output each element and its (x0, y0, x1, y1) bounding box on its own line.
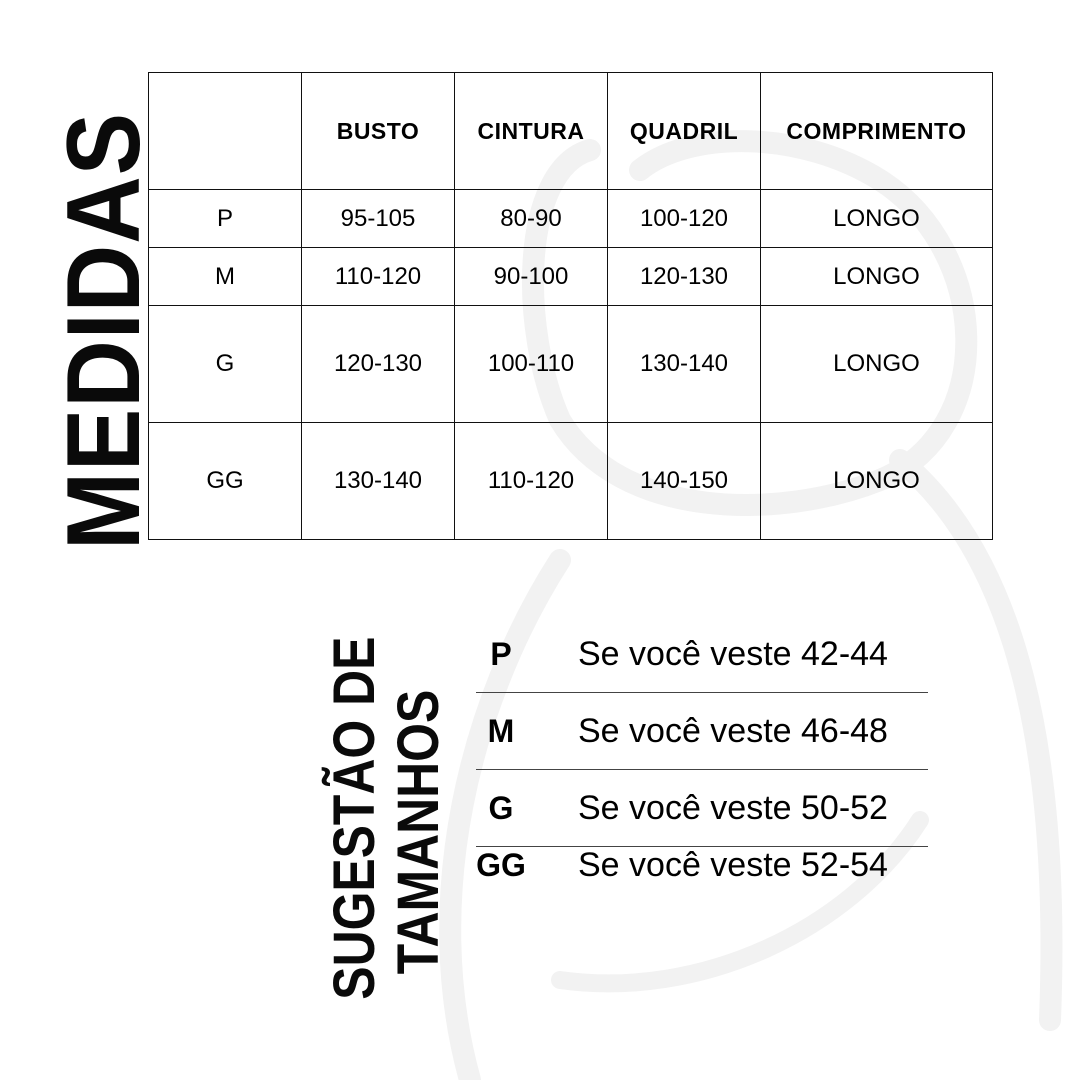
cintura-cell: 110-120 (455, 423, 608, 540)
busto-cell: 110-120 (302, 248, 455, 306)
sugestao-title-line2: TAMANHOS (386, 689, 451, 975)
suggestion-text: Se você veste 42-44 (578, 634, 888, 673)
quadril-cell: 140-150 (608, 423, 761, 540)
header-cell-empty (149, 73, 302, 190)
suggestion-text: Se você veste 46-48 (578, 711, 888, 750)
header-comprimento: COMPRIMENTO (761, 73, 993, 190)
list-item (476, 616, 928, 693)
table-row (149, 306, 993, 423)
header-quadril: QUADRIL (608, 73, 761, 190)
size-suggestion-list (476, 616, 928, 887)
busto-cell: 130-140 (302, 423, 455, 540)
suggestion-size: G (488, 789, 514, 826)
busto-cell: 95-105 (302, 190, 455, 248)
cintura-cell: 90-100 (455, 248, 608, 306)
list-item (476, 770, 928, 847)
size-cell: GG (149, 423, 302, 540)
size-cell: M (149, 248, 302, 306)
busto-cell: 120-130 (302, 306, 455, 423)
medidas-title: MEDIDAS (46, 112, 162, 550)
sugestao-title-line1: SUGESTÃO DE (322, 636, 387, 1000)
measurements-table (148, 72, 993, 540)
suggestion-size: P (490, 635, 512, 672)
comprimento-cell: LONGO (761, 306, 993, 423)
suggestion-text: Se você veste 50-52 (578, 788, 888, 827)
list-item (476, 693, 928, 770)
suggestion-text: Se você veste 52-54 (578, 845, 888, 884)
quadril-cell: 130-140 (608, 306, 761, 423)
cintura-cell: 80-90 (455, 190, 608, 248)
comprimento-cell: LONGO (761, 248, 993, 306)
suggestion-size: GG (476, 846, 526, 883)
header-busto: BUSTO (302, 73, 455, 190)
table-row (149, 248, 993, 306)
quadril-cell: 100-120 (608, 190, 761, 248)
table-row (149, 190, 993, 248)
table-row (149, 423, 993, 540)
quadril-cell: 120-130 (608, 248, 761, 306)
cintura-cell: 100-110 (455, 306, 608, 423)
comprimento-cell: LONGO (761, 423, 993, 540)
table-header-row (149, 73, 993, 190)
header-cintura: CINTURA (455, 73, 608, 190)
sugestao-title (322, 636, 463, 1000)
comprimento-cell: LONGO (761, 190, 993, 248)
list-item (476, 843, 928, 887)
size-cell: G (149, 306, 302, 423)
size-cell: P (149, 190, 302, 248)
suggestion-size: M (487, 712, 515, 749)
